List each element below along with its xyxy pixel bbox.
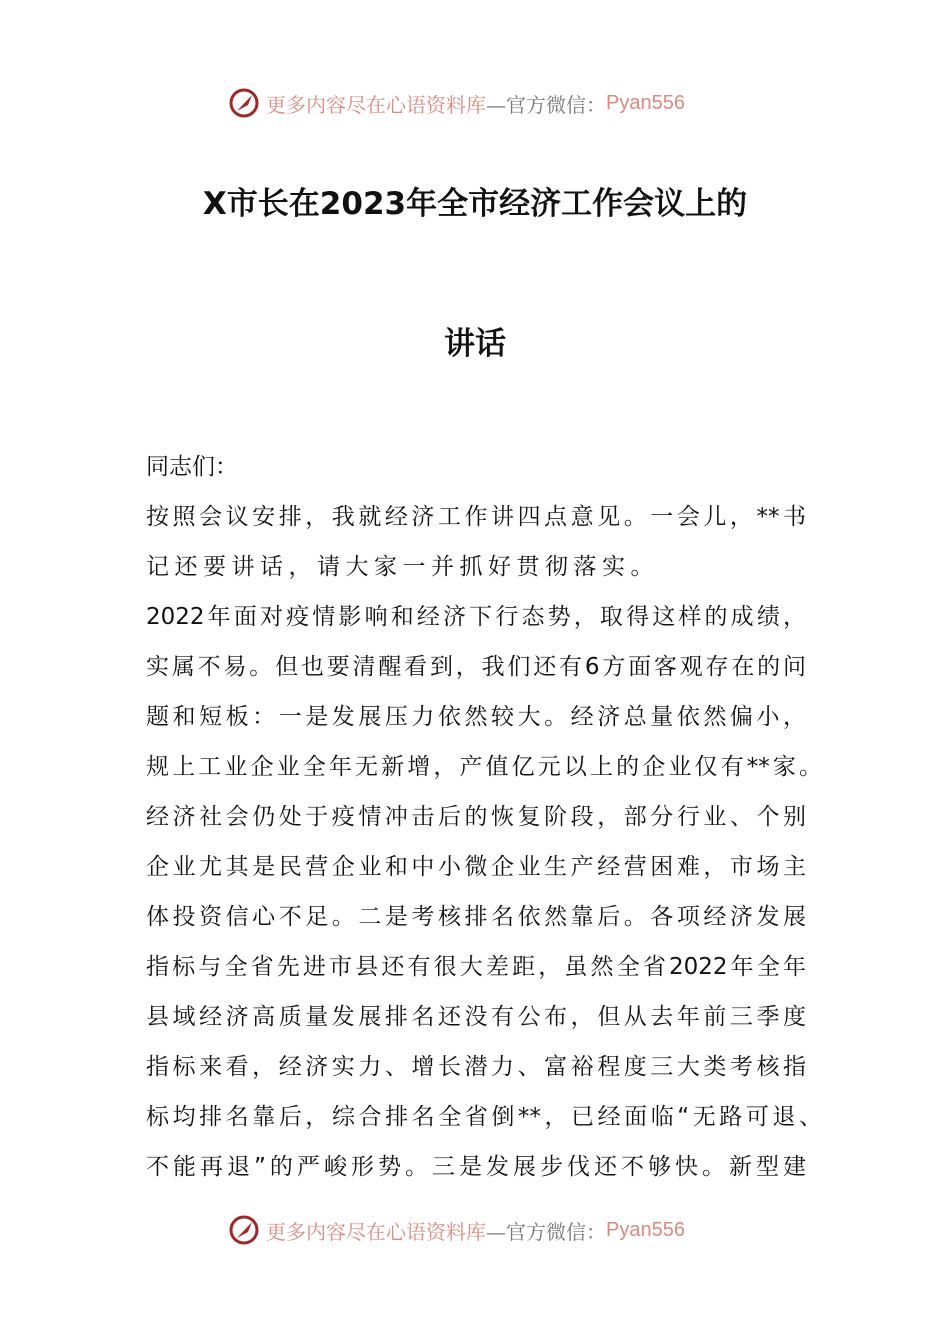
body-line: 实属不易。但也要清醒看到，我们还有6方面客观存在的问: [146, 654, 806, 680]
document-title-line1: X市长在2023年全市经济工作会议上的: [202, 186, 748, 222]
body-line: 标均排名靠后，综合排名全省倒**，已经面临“无路可退、: [146, 1104, 822, 1130]
header-watermark: [228, 86, 685, 120]
body-line: 记还要讲话，请大家一并抓好贯彻落实。: [146, 554, 659, 580]
body-line: 企业尤其是民营企业和中小微企业生产经营困难，市场主: [146, 854, 806, 880]
watermark-wechat-label: —官方微信：: [486, 1219, 606, 1244]
quill-logo-icon: [228, 87, 260, 119]
watermark-wechat-id: Pyan556: [606, 1218, 685, 1241]
watermark-wechat-id: Pyan556: [606, 91, 685, 114]
salutation: 同志们：: [146, 454, 238, 480]
body-line: 规上工业企业全年无新增，产值亿元以上的企业仅有**家。: [146, 754, 822, 780]
watermark-wechat-label: —官方微信：: [486, 92, 606, 117]
watermark-text: 更多内容尽在心语资料库: [266, 1219, 486, 1244]
body-line: 经济社会仍处于疫情冲击后的恢复阶段，部分行业、个别: [146, 804, 806, 830]
document-title-line2: 讲话: [444, 326, 506, 362]
body-line: 体投资信心不足。二是考核排名依然靠后。各项经济发展: [146, 904, 806, 930]
body-line: 题和短板：一是发展压力依然较大。经济总量依然偏小，: [146, 704, 806, 730]
body-line: 县域经济高质量发展排名还没有公布，但从去年前三季度: [146, 1004, 806, 1030]
body-line: 按照会议安排，我就经济工作讲四点意见。一会儿，**书: [146, 504, 806, 530]
body-line: 不能再退”的严峻形势。三是发展步伐还不够快。新型建: [146, 1154, 806, 1180]
quill-logo-icon: [228, 1214, 260, 1246]
body-line: 2022年面对疫情影响和经济下行态势，取得这样的成绩，: [146, 604, 806, 630]
footer-watermark: [228, 1213, 685, 1247]
body-line: 指标与全省先进市县还有很大差距，虽然全省2022年全年: [146, 954, 806, 980]
body-line: 指标来看，经济实力、增长潜力、富裕程度三大类考核指: [146, 1054, 806, 1080]
watermark-text: 更多内容尽在心语资料库: [266, 92, 486, 117]
